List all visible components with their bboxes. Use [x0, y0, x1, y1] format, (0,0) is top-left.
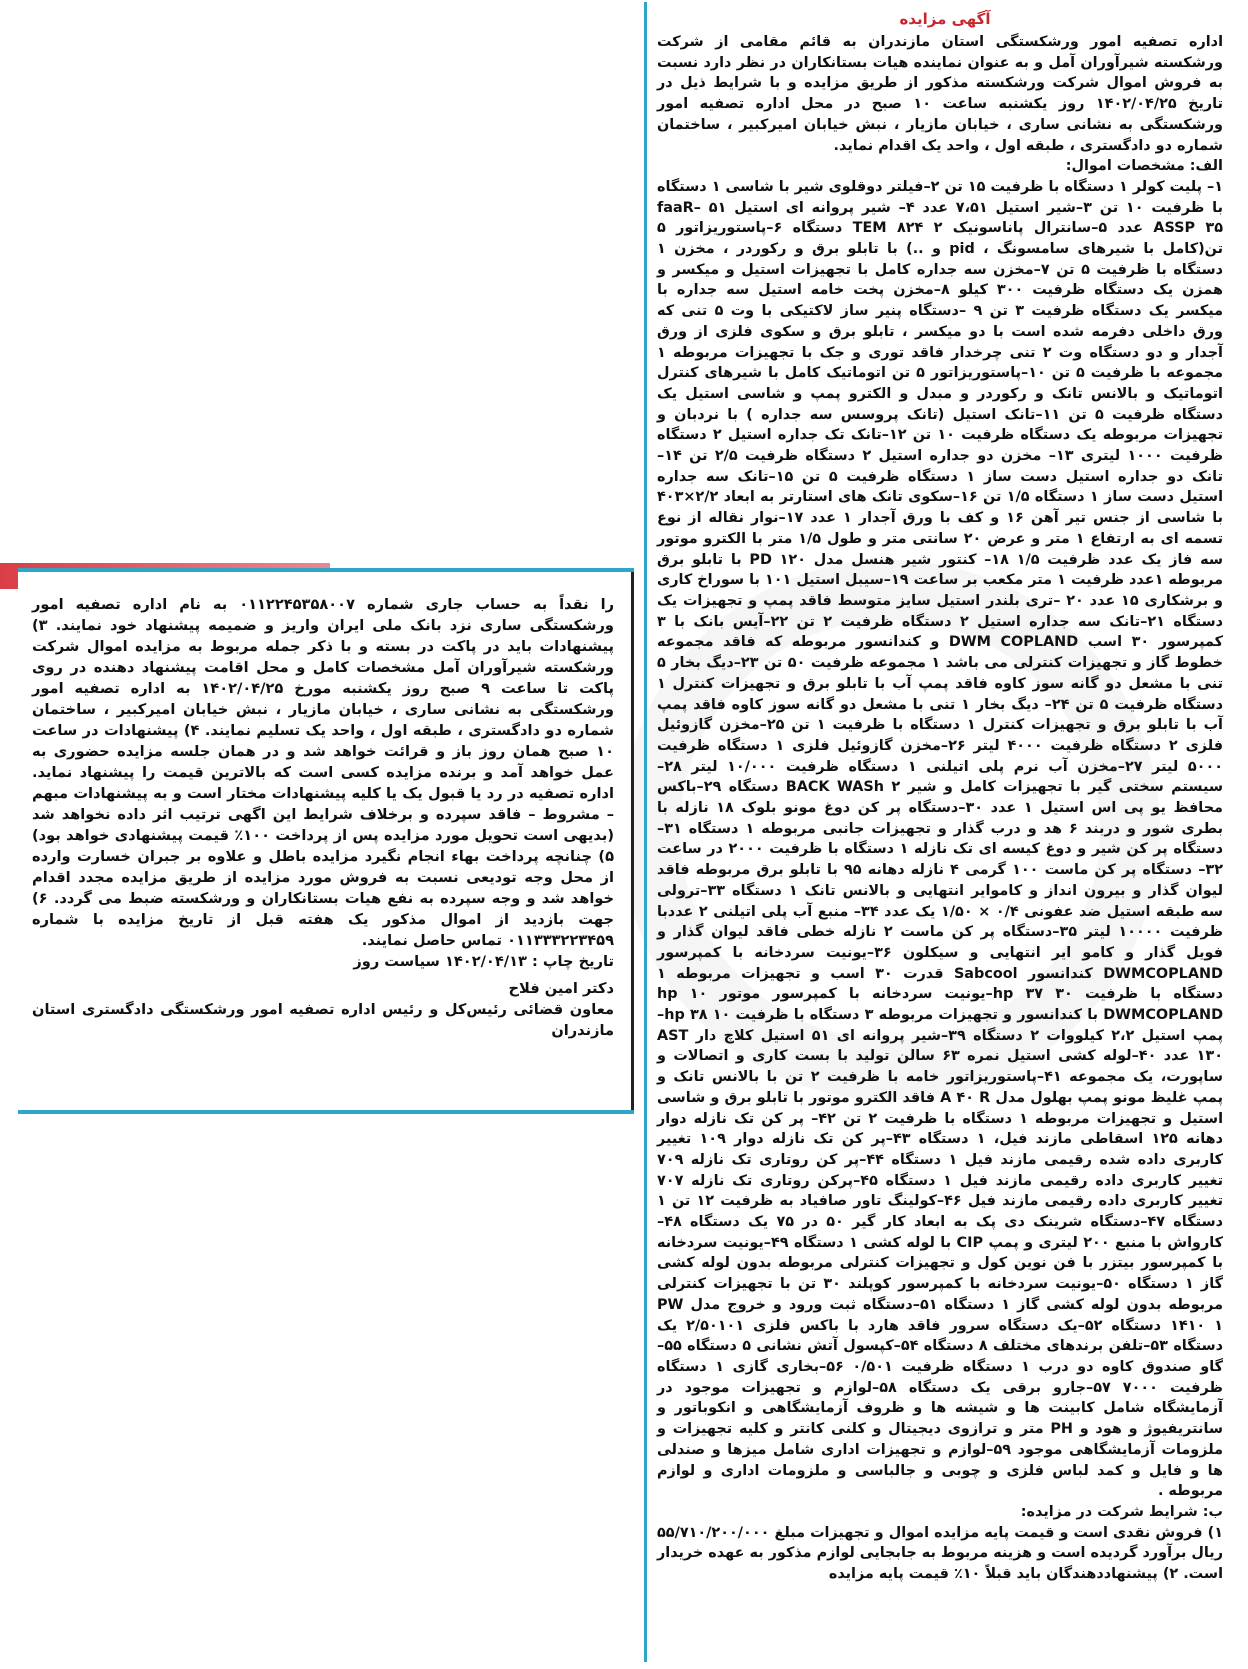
- signer-name: دکتر امین فلاح: [508, 980, 614, 997]
- notice-intro: اداره تصفیه امور ورشکستگی استان مازندران به قائم مقامی از شرکت ورشکسته شیرآوران آمل و به عنوان نماینده هیات بستانکاران در نظر دارد نسبت به فروش اموال شرکت ورشکسته مذکور از طریق مزایده و با شرایط ذیل در تاریخ ۱۴۰۲/۰۴/۲۵ روز یکشنبه ساعت ۱۰ صبح در محل اداره تصفیه امور ورشکستگی به نشانی ساری ، خیابان مازیار ، نبش خیابان امیرکبیر ، ساختمان شماره دو دادگستری ، طبقه اول ، واحد یک اقدام نماید.: [657, 34, 1223, 154]
- assets-list: ۱– پلیت کولر ۱ دستگاه با ظرفیت ۱۵ تن ۲–فیلتر دوقلوی شیر با شاسی ۱ دستگاه با ظرفیت ۱۰ تن ۳–شیر استیل ۷،۵۱ عدد ۴– شیر پروانه ای استیل ۵۱ faaR– ASSP ۳۵ عدد ۵–سانترال پاناسونیک TEM ۸۲۴ ۲ دستگاه ۶–پاستوریزاتور ۵ تن(کامل با شیرهای سامسونگ ، pid و ..) با تابلو برق و رکوردر ، مخزن ۱ دستگاه با ظرفیت ۵ تن ۷–مخزن سه جداره کامل با تجهیزات استیل و میکسر و همزن یک دستگاه ظرفیت ۳۰۰ کیلو ۸–مخزن پخت خامه استیل سه جداره با میکسر یک دستگاه ظرفیت ۳ تن ۹ –دستگاه پنیر ساز لاکتیکی با وت ۵ تنی که ورق داخلی دفرمه شده است با دو میکسر ، تابلو برق و سکوی فلزی از ورق آجدار و دو دستگاه وت ۲ تنی چرخدار فاقد توری و جک با تجهیزات مربوطه ۱ مجموعه با ظرفیت ۵ تن ۱۰–پاستوریزاتور ۵ تن اتوماتیک کامل با شیرهای کنترل اتوماتیک و بالانس تانک و رکوردر و مبدل و الکترو پمپ و شاسی استیل یک دستگاه ظرفیت ۵ تن ۱۱–تانک استیل (تانک پروسس سه جداره ) با نردبان و تجهیزات مربوطه یک دستگاه ظرفیت ۱۰ تن ۱۲–تانک تک جداره استیل ۲ دستگاه ظرفیت ۱۰۰۰ لیتری ۱۳– مخزن دو جداره استیل ۲ دستگاه ظرفیت ۲/۵ تن ۱۴–تانک دو جداره استیل دست ساز ۱ دستگاه ظرفیت ۵ تن ۱۵–تانک سه جداره استیل دست ساز ۱ دستگاه ۱/۵ تن ۱۶–سکوی تانک های استارتر به ابعاد ۲/۲×۴۰۳ با شاسی از جنس تیر آهن ۱۶ و کف با ورق آجدار ۱ عدد ۱۷–نوار نقاله از نوع تسمه ای به ارتفاع ۱ متر و عرض ۲۰ سانتی متر و طول ۱/۵ متر با الکترو موتور سه فاز یک عدد ظرفیت ۱/۵ ۱۸– کنتور شیر هنسل مدل PD ۱۲۰ با تابلو برق مربوطه ۱عدد ظرفیت ۱ متر مکعب بر ساعت ۱۹–سیبل استیل ۱۰۱ با سوراخ کاری و برشکاری ۱۵ عدد ۲۰ –تری بلندر استیل سایز متوسط فاقد پمپ و تجهیزات یک دستگاه ۲۱–تانک سه جداره استیل ۲ دستگاه ظرفیت ۲ تن ۲۲–آیس بانک با ۳ کمپرسور ۳۰ اسب DWM COPLAND و کندانسور مربوطه که فاقد مجموعه خطوط گاز و تجهیزات کنترلی می باشد ۱ مجموعه ظرفیت ۵۰ تن ۲۳–دیگ بخار ۵ تنی با مشعل دو گانه سوز کاوه فاقد پمپ آب با تابلو برق و تجهیزات کنترل ۱ دستگاه ظرفیت ۵ تن ۲۴– دیگ بخار ۱ تنی با مشعل دو گانه سوز کاوه فاقد پمپ آب با تابلو برق و تجهیزات کنترل ۱ دستگاه با ظرفیت ۱ تن ۲۵–مخزن گازوئیل فلزی ۲ دستگاه ظرفیت ۴۰۰۰ لیتر ۲۶–مخزن گازوئیل فلزی ۱ دستگاه ظرفیت ۵۰۰۰ لیتر ۲۷–مخزن آب نرم پلی اتیلنی ۱ دستگاه ظرفیت ۱۰/۰۰۰ لیتر ۲۸– سیستم سختی گیر با تجهیزات کامل و شیر BACK WASh ۲ دستگاه ۲۹–باکس محافظ یو پی اس استیل ۱ عدد ۳۰–دستگاه پر کن دوغ مونو بلوک ۱۸ نازله با بطری شور و دربند ۶ هد و درب گذار و تجهیزات جانبی مربوطه ۱ دستگاه ۳۱– دستگاه پر کن شیر و دوغ کیسه ای تک نازله ۱ دستگاه با ظرفیت ۲۰۰۰ در ساعت ۳۲– دستگاه پر کن ماست ۱۰۰ گرمی ۴ نازله دهانه ۹۵ با تابلو برق مربوطه فاقد لیوان گذار و بیرون انداز و کاموایر انتهایی و بالانس تانک ۱ دستگاه ۳۳–ترولی سه طبقه استیل ضد عفونی ۰/۴ × ۱/۵۰ یک عدد ۳۴– منبع آب پلی اتیلنی ۲ عددبا ظرفیت ۱۰۰۰۰ لیتر ۳۵–دستگاه پر کن ماست ۲ نازله خطی فاقد لیوان گذار و فویل گذار و کامو ایر انتهایی و سیکلون ۳۶–یونیت سردخانه با کمپرسور DWMCOPLAND کندانسور Sabcool قدرت ۳۰ اسب و تجهیزات مربوطه ۱ دستگاه با ظرفیت ۳۰ hp ۳۷–یونیت سردخانه با کمپرسور موتور ۱۰ hp DWMCOPLAND با کندانسور و تجهیزات مربوطه ۳ دستگاه با ظرفیت ۱۰ hp ۳۸–پمپ استیل ۲،۲ کیلووات ۲ دستگاه ۳۹–شیر پروانه ای ۵۱ استیل کلاچ دار AST ۱۳۰ عدد ۴۰–لوله کشی استیل نمره ۶۳ سالن تولید با بست کاری و اتصالات و ساپورت، یک مجموعه ۴۱–پاستوریزاتور خامه با ظرفیت ۲ تن با بالانس تانک و پمپ غلیظ مونو پمپ بهلول مدل A ۴۰ R فاقد الکترو موتور با تابلو برق و شاسی استیل و تجهیزات مربوطه ۱ دستگاه با ظرفیت ۲ تن ۴۲– پر کن تک نازله دوار دهانه ۱۲۵ اسقاطی مازند فیل، ۱ دستگاه ۴۳–پر کن تک نازله دوار ۱۰۹ تغییر کاربری داده شده رقیمی مازند فیل ۱ دستگاه ۴۴–پر کن روتاری تک نازله ۷۰۹ تغییر کاربری داده رقیمی مازند فیل ۱ دستگاه ۴۵–پرکن روتاری تک نازله ۷۰۷ تغییر کاربری داده رقیمی مازند فیل ۴۶–کولینگ تاور صافیاد به ظرفیت ۱۲ تن ۱ دستگاه ۴۷–دستگاه شرینک دی پک به ابعاد کار گیر ۵۰ در ۷۵ یک دستگاه ۴۸–کارواش با منبع ۲۰۰ لیتری و پمپ CIP با لوله کشی ۱ دستگاه ۴۹–یونیت سردخانه با کمپرسور بیتزر با فن نوین کول و تجهیزات کنترلی مربوطه بدون لوله کشی گاز ۱ دستگاه ۵۰–یونیت سردخانه با کمپرسور کوپلند ۳۰ تن با تجهیزات کنترلی مربوطه بدون لوله کشی گاز ۱ دستگاه ۵۱–دستگاه ثبت ورود و خروج مدل PW ۱۴۱۰ ۱ دستگاه ۵۲–یک دستگاه سرور فاقد هارد با باکس فلزی ۲/۵۰۱۰۱ یک دستگاه ۵۳–تلفن برندهای مختلف ۸ دستگاه ۵۴–کپسول آتش نشانی ۵ دستگاه ۵۵–گاو صندوق کاوه دو درب ۱ دستگاه ظرفیت ۰/۵۰۱ ۵۶–بخاری گازی ۱ دستگاه ظرفیت ۷۰۰۰ ۵۷–جارو برقی یک دستگاه ۵۸–لوازم و تجهیزات موجود در آزمایشگاه شامل کابینت ها و شیشه ها و ظروف آزمایشگاهی و انکوباتور و سانتریفیوژ و هود و PH متر و ترازوی دیجیتال و کلنی کانتر و کلیه تجهیزات و ملزومات آزمایشگاهی موجود ۵۹–لوازم و تجهیزات اداری شامل میزها و صندلی ها و فایل و کمد لباس فلزی و چوبی و جالباسی و ملزومات اداری و لوازم مربوطه .: [657, 178, 1224, 1500]
- conditions-continued: را نقداً به حساب جاری شماره ۰۱۱۲۲۴۵۳۵۸۰۰۷ به نام اداره تصفیه امور ورشکستگی ساری نزد بانک ملی ایران واریز و ضمیمه پیشنهاد خود نمایند. ۳) پیشنهادات باید در پاکت در بسته و با ذکر جمله مربوط به مزایده اموال شرکت ورشکسته شیرآوران آمل مشخصات کامل و محل اقامت پیشنهاد دهنده در روی پاکت تا ساعت ۹ صبح روز یکشنبه مورخ ۱۴۰۲/۰۴/۲۵ به اداره تصفیه امور ورشکستگی به نشانی ساری ، خیابان مازیار ، نبش خیابان امیرکبیر ، ساختمان شماره دو دادگستری ، طبقه اول ، واحد یک تسلیم نمایند. ۴) پیشنهادات در ساعت ۱۰ صبح همان روز باز و قرائت خواهد شد و در همان جلسه مزایده حضوری به عمل خواهد آمد و برنده مزایده کسی است که بالاترین قیمت را پیشنهاد نماید. اداره تصفیه در رد یا قبول یک یا کلیه پیشنهادات مختار است و به پیشنهادات مبهم – مشروط – فاقد سپرده و برخلاف شرایط این اگهی ترتیب اثر داده نخواهد شد (بدیهی است تحویل مورد مزایده پس از پرداخت ۱۰۰٪ قیمت پیشنهادی خواهد بود) ۵) چنانچه پرداخت بهاء انجام نگیرد مزایده باطل و علاوه بر جبران خسارت وارده از محل وجه تودیعی نسبت به فروش مورد مزایده از طریق مزایده مجدد اقدام خواهد شد و وجه سپرده به نفع هیات بستانکاران و ورشکسته ضبط می گردد. ۶) جهت بازدید از اموال مذکور یک هفته قبل از تاریخ مزایده با شماره ۰۱۱۳۳۳۲۲۳۴۵۹ تماس حاصل نمایند.: [32, 596, 614, 949]
- continuation-column: [18, 568, 634, 1114]
- signature-block: [32, 978, 614, 1041]
- section-b-heading: ب: شرایط شرکت در مزایده:: [1020, 1503, 1223, 1520]
- print-date: تاریخ چاپ : ۱۴۰۲/۰۴/۱۳ سیاست روز: [353, 953, 614, 970]
- notice-body: [657, 8, 1233, 1585]
- conditions-start: ۱) فروش نقدی است و قیمت پایه مزایده اموال و تجهیزات مبلغ ۵۵/۷۱۰/۲۰۰/۰۰۰ ریال برآورد گردیده است و هزینه مربوط به جابجایی لوازم مذکور به عهده خریدار است. ۲) پیشنهاددهندگان باید قبلاً ۱۰٪ قیمت پایه مزایده: [657, 1524, 1223, 1583]
- notice-title: آگهی مزایده: [899, 10, 991, 28]
- signer-title: معاون قضائی رئیس‌کل و رئیس اداره تصفیه امور ورشکستگی دادگستری استان مازندران: [32, 1001, 614, 1039]
- column-divider: [631, 572, 634, 1110]
- accent-rule: [644, 2, 647, 1662]
- notice-column: [644, 2, 1240, 1662]
- section-a-heading: الف: مشخصات اموال:: [1065, 158, 1223, 175]
- continuation-body: [32, 594, 614, 1041]
